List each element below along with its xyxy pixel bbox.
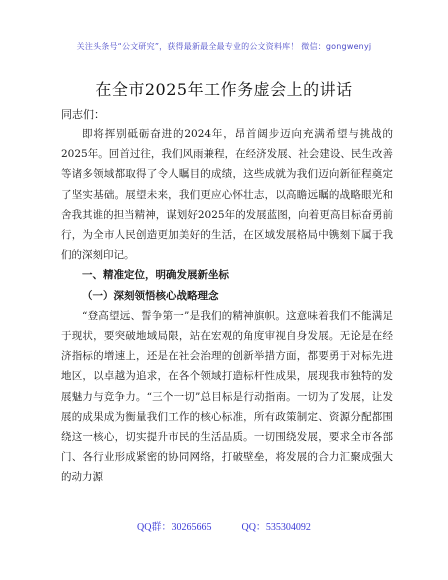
footer-contact: QQ群：30265665 QQ：535304092	[137, 522, 311, 533]
document-body	[61, 124, 393, 488]
paragraph: 即将挥别砥砺奋进的2024年，昂首阔步迈向充满希望与挑战的2025年。回首过往，我们风雨兼程，在经济发展、社会建设、民生改善等诸多领域都取得了令人瞩目的成绩，这些成就为我们迈向新征程奠定了坚实基础。展望未来，我们更应心怀壮志，以高瞻远瞩的战略眼光和舍我其谁的担当精神，谋划好2025年的发展蓝图，向着更高目标奋勇前行，为全市人民创造更加美好的生活，在区域发展格局中镌刻下属于我们的深刻印记。	[61, 128, 393, 262]
greeting: 同志们：	[61, 108, 105, 121]
page-title: 在全市2025年工作务虚会上的讲话	[95, 80, 353, 99]
paragraph: “登高望远、誓争第一”是我们的精神旗帜。这意味着我们不能满足于现状，要突破地域局限，站在宏观的角度审视自身发展。无论是在经济指标的增速上，还是在社会治理的创新举措方面，都要勇于对标先进地区，以卓越为追求，在各个领域打造标杆性成果，展现我市独特的发展魅力与竞争力。“三个一切”总目标是行动指南。一切为了发展，让发展的成果成为衡量我们工作的核心标准，所有政策制定、资源分配都围绕这一核心，切实提升市民的生活品质。一切围绕发展，要求全市各部门、各行业形成紧密的协同网络，打破壁垒，将发展的合力汇聚成强大的动力源	[61, 309, 393, 484]
subsection-heading: （一）深刻领悟核心战略理念	[82, 289, 219, 302]
header-note: 关注头条号“公文研究”，获得最新最全最专业的公文资料库！ 微信：gongwenyj	[76, 42, 372, 51]
section-heading: 一、精准定位，明确发展新坐标	[82, 269, 229, 282]
